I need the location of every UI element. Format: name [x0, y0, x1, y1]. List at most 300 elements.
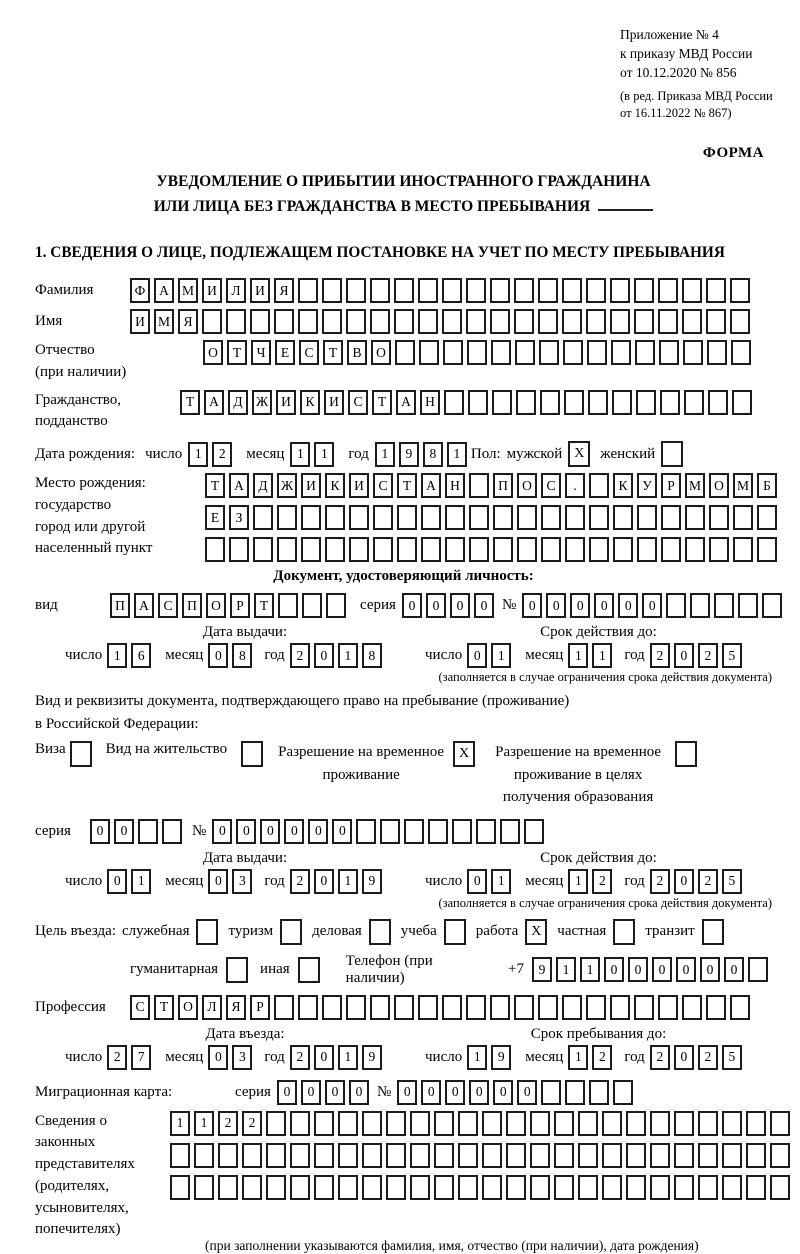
char-cell[interactable]: 0	[349, 1080, 369, 1105]
char-cell[interactable]: М	[733, 473, 753, 498]
char-cell[interactable]	[722, 1175, 742, 1200]
char-cell[interactable]	[394, 995, 414, 1020]
char-cell[interactable]: Я	[226, 995, 246, 1020]
char-cell[interactable]: 0	[628, 957, 648, 982]
purpose-other-checkbox[interactable]	[298, 957, 320, 983]
char-cell[interactable]	[707, 340, 727, 365]
char-cell[interactable]	[516, 390, 536, 415]
char-cell[interactable]: 1	[447, 442, 467, 467]
char-cell[interactable]	[722, 1111, 742, 1136]
char-cell[interactable]: 1	[338, 1045, 358, 1070]
char-cell[interactable]	[626, 1175, 646, 1200]
char-cell[interactable]	[442, 278, 462, 303]
gender-female-checkbox[interactable]	[661, 441, 683, 467]
char-cell[interactable]	[490, 995, 510, 1020]
char-cell[interactable]: Д	[253, 473, 273, 498]
char-cell[interactable]	[562, 995, 582, 1020]
char-cell[interactable]: 1	[491, 869, 511, 894]
purpose-official-checkbox[interactable]	[196, 919, 218, 945]
char-cell[interactable]	[637, 505, 657, 530]
char-cell[interactable]	[658, 278, 678, 303]
char-cell[interactable]	[658, 309, 678, 334]
char-cell[interactable]: 2	[290, 869, 310, 894]
char-cell[interactable]	[554, 1143, 574, 1168]
char-cell[interactable]: 0	[517, 1080, 537, 1105]
char-cell[interactable]: 3	[232, 869, 252, 894]
char-cell[interactable]	[506, 1175, 526, 1200]
char-cell[interactable]: 0	[332, 819, 352, 844]
char-cell[interactable]	[709, 537, 729, 562]
char-cell[interactable]	[242, 1175, 262, 1200]
char-cell[interactable]	[586, 309, 606, 334]
char-cell[interactable]: 9	[491, 1045, 511, 1070]
char-cell[interactable]: 2	[650, 1045, 670, 1070]
char-cell[interactable]	[469, 505, 489, 530]
char-cell[interactable]	[338, 1175, 358, 1200]
char-cell[interactable]: 0	[421, 1080, 441, 1105]
char-cell[interactable]: О	[206, 593, 226, 618]
char-cell[interactable]: 7	[131, 1045, 151, 1070]
char-cell[interactable]: Б	[757, 473, 777, 498]
purpose-business-checkbox[interactable]	[369, 919, 391, 945]
char-cell[interactable]	[578, 1175, 598, 1200]
char-cell[interactable]: П	[182, 593, 202, 618]
char-cell[interactable]	[434, 1175, 454, 1200]
char-cell[interactable]	[410, 1143, 430, 1168]
char-cell[interactable]	[370, 995, 390, 1020]
char-cell[interactable]	[466, 278, 486, 303]
char-cell[interactable]: 2	[650, 869, 670, 894]
char-cell[interactable]	[325, 537, 345, 562]
char-cell[interactable]	[562, 309, 582, 334]
char-cell[interactable]	[370, 278, 390, 303]
char-cell[interactable]: 0	[301, 1080, 321, 1105]
char-cell[interactable]: Т	[254, 593, 274, 618]
char-cell[interactable]	[659, 340, 679, 365]
char-cell[interactable]: Ф	[130, 278, 150, 303]
gender-male-checkbox[interactable]: X	[568, 441, 590, 467]
char-cell[interactable]	[314, 1175, 334, 1200]
char-cell[interactable]	[506, 1143, 526, 1168]
char-cell[interactable]: И	[250, 278, 270, 303]
char-cell[interactable]	[565, 537, 585, 562]
char-cell[interactable]	[634, 309, 654, 334]
char-cell[interactable]	[467, 340, 487, 365]
char-cell[interactable]	[322, 278, 342, 303]
char-cell[interactable]	[650, 1143, 670, 1168]
char-cell[interactable]	[637, 537, 657, 562]
char-cell[interactable]	[730, 995, 750, 1020]
char-cell[interactable]	[685, 537, 705, 562]
char-cell[interactable]	[635, 340, 655, 365]
char-cell[interactable]: М	[154, 309, 174, 334]
char-cell[interactable]: 0	[674, 1045, 694, 1070]
char-cell[interactable]	[690, 593, 710, 618]
char-cell[interactable]	[277, 537, 297, 562]
char-cell[interactable]	[290, 1175, 310, 1200]
char-cell[interactable]: 1	[290, 442, 310, 467]
char-cell[interactable]: 0	[314, 869, 334, 894]
char-cell[interactable]	[482, 1143, 502, 1168]
char-cell[interactable]: 1	[107, 643, 127, 668]
char-cell[interactable]: 0	[114, 819, 134, 844]
char-cell[interactable]	[610, 309, 630, 334]
char-cell[interactable]	[674, 1175, 694, 1200]
char-cell[interactable]	[589, 473, 609, 498]
char-cell[interactable]	[170, 1143, 190, 1168]
char-cell[interactable]: 1	[491, 643, 511, 668]
char-cell[interactable]	[530, 1175, 550, 1200]
char-cell[interactable]: 0	[676, 957, 696, 982]
char-cell[interactable]	[730, 278, 750, 303]
temp-residence-education-checkbox[interactable]	[675, 741, 697, 767]
char-cell[interactable]	[541, 1080, 561, 1105]
char-cell[interactable]: 1	[338, 643, 358, 668]
char-cell[interactable]	[346, 278, 366, 303]
char-cell[interactable]	[373, 505, 393, 530]
char-cell[interactable]	[554, 1111, 574, 1136]
char-cell[interactable]: 1	[568, 643, 588, 668]
char-cell[interactable]	[732, 390, 752, 415]
char-cell[interactable]	[226, 309, 246, 334]
char-cell[interactable]	[589, 1080, 609, 1105]
char-cell[interactable]: Т	[180, 390, 200, 415]
char-cell[interactable]: 0	[570, 593, 590, 618]
char-cell[interactable]	[404, 819, 424, 844]
char-cell[interactable]: 2	[218, 1111, 238, 1136]
char-cell[interactable]	[661, 505, 681, 530]
char-cell[interactable]	[602, 1111, 622, 1136]
char-cell[interactable]	[277, 505, 297, 530]
char-cell[interactable]	[733, 505, 753, 530]
char-cell[interactable]: 0	[469, 1080, 489, 1105]
char-cell[interactable]	[338, 1111, 358, 1136]
char-cell[interactable]	[302, 593, 322, 618]
char-cell[interactable]	[565, 1080, 585, 1105]
char-cell[interactable]	[298, 278, 318, 303]
char-cell[interactable]	[493, 537, 513, 562]
char-cell[interactable]: 0	[522, 593, 542, 618]
char-cell[interactable]	[466, 309, 486, 334]
char-cell[interactable]: 2	[592, 869, 612, 894]
char-cell[interactable]: Н	[420, 390, 440, 415]
char-cell[interactable]	[541, 537, 561, 562]
char-cell[interactable]	[482, 1175, 502, 1200]
char-cell[interactable]: И	[301, 473, 321, 498]
char-cell[interactable]	[731, 340, 751, 365]
char-cell[interactable]	[491, 340, 511, 365]
char-cell[interactable]	[564, 390, 584, 415]
char-cell[interactable]	[762, 593, 782, 618]
char-cell[interactable]: 0	[212, 819, 232, 844]
char-cell[interactable]: Е	[205, 505, 225, 530]
purpose-humanitarian-checkbox[interactable]	[226, 957, 248, 983]
char-cell[interactable]: Т	[154, 995, 174, 1020]
char-cell[interactable]	[466, 995, 486, 1020]
char-cell[interactable]	[684, 390, 704, 415]
char-cell[interactable]	[278, 593, 298, 618]
char-cell[interactable]: Т	[227, 340, 247, 365]
char-cell[interactable]: 0	[397, 1080, 417, 1105]
char-cell[interactable]: А	[421, 473, 441, 498]
char-cell[interactable]: Д	[228, 390, 248, 415]
char-cell[interactable]	[301, 505, 321, 530]
char-cell[interactable]: 0	[284, 819, 304, 844]
char-cell[interactable]	[746, 1143, 766, 1168]
char-cell[interactable]: И	[276, 390, 296, 415]
char-cell[interactable]: С	[541, 473, 561, 498]
char-cell[interactable]: 0	[674, 643, 694, 668]
char-cell[interactable]: 0	[467, 869, 487, 894]
char-cell[interactable]: 1	[131, 869, 151, 894]
char-cell[interactable]	[458, 1175, 478, 1200]
char-cell[interactable]	[730, 309, 750, 334]
char-cell[interactable]: 0	[314, 1045, 334, 1070]
char-cell[interactable]: 2	[698, 869, 718, 894]
char-cell[interactable]	[421, 505, 441, 530]
char-cell[interactable]	[362, 1143, 382, 1168]
char-cell[interactable]	[444, 390, 464, 415]
char-cell[interactable]: Я	[178, 309, 198, 334]
char-cell[interactable]: С	[299, 340, 319, 365]
char-cell[interactable]: 2	[650, 643, 670, 668]
char-cell[interactable]: И	[130, 309, 150, 334]
char-cell[interactable]	[587, 340, 607, 365]
char-cell[interactable]	[394, 309, 414, 334]
char-cell[interactable]	[428, 819, 448, 844]
char-cell[interactable]	[373, 537, 393, 562]
char-cell[interactable]: 0	[314, 643, 334, 668]
char-cell[interactable]: 0	[260, 819, 280, 844]
char-cell[interactable]: Я	[274, 278, 294, 303]
char-cell[interactable]: 0	[700, 957, 720, 982]
char-cell[interactable]: О	[517, 473, 537, 498]
char-cell[interactable]	[386, 1143, 406, 1168]
char-cell[interactable]: 0	[236, 819, 256, 844]
char-cell[interactable]: А	[396, 390, 416, 415]
char-cell[interactable]: 0	[208, 643, 228, 668]
char-cell[interactable]: 0	[90, 819, 110, 844]
char-cell[interactable]: 2	[698, 643, 718, 668]
char-cell[interactable]	[685, 505, 705, 530]
char-cell[interactable]: Л	[202, 995, 222, 1020]
char-cell[interactable]	[658, 995, 678, 1020]
char-cell[interactable]	[613, 1080, 633, 1105]
char-cell[interactable]: О	[371, 340, 391, 365]
char-cell[interactable]: 1	[338, 869, 358, 894]
char-cell[interactable]	[530, 1111, 550, 1136]
char-cell[interactable]	[626, 1143, 646, 1168]
char-cell[interactable]: 1	[556, 957, 576, 982]
residence-permit-checkbox[interactable]	[241, 741, 263, 767]
char-cell[interactable]	[442, 995, 462, 1020]
char-cell[interactable]	[194, 1143, 214, 1168]
char-cell[interactable]	[514, 995, 534, 1020]
char-cell[interactable]: 0	[107, 869, 127, 894]
char-cell[interactable]	[418, 309, 438, 334]
char-cell[interactable]	[218, 1143, 238, 1168]
char-cell[interactable]	[242, 1143, 262, 1168]
char-cell[interactable]	[290, 1111, 310, 1136]
char-cell[interactable]	[362, 1111, 382, 1136]
char-cell[interactable]	[298, 995, 318, 1020]
char-cell[interactable]	[346, 309, 366, 334]
char-cell[interactable]	[274, 995, 294, 1020]
char-cell[interactable]: 0	[325, 1080, 345, 1105]
char-cell[interactable]: 2	[290, 1045, 310, 1070]
char-cell[interactable]	[588, 390, 608, 415]
char-cell[interactable]: 8	[362, 643, 382, 668]
char-cell[interactable]: 0	[618, 593, 638, 618]
char-cell[interactable]: А	[229, 473, 249, 498]
char-cell[interactable]	[634, 278, 654, 303]
char-cell[interactable]: Р	[661, 473, 681, 498]
char-cell[interactable]: О	[203, 340, 223, 365]
char-cell[interactable]	[468, 390, 488, 415]
char-cell[interactable]	[397, 537, 417, 562]
char-cell[interactable]	[626, 1111, 646, 1136]
char-cell[interactable]	[586, 278, 606, 303]
char-cell[interactable]	[650, 1111, 670, 1136]
char-cell[interactable]	[636, 390, 656, 415]
char-cell[interactable]	[650, 1175, 670, 1200]
char-cell[interactable]: 8	[423, 442, 443, 467]
char-cell[interactable]	[610, 995, 630, 1020]
char-cell[interactable]: 1	[467, 1045, 487, 1070]
char-cell[interactable]	[538, 309, 558, 334]
char-cell[interactable]	[170, 1175, 190, 1200]
char-cell[interactable]	[770, 1111, 790, 1136]
char-cell[interactable]	[458, 1143, 478, 1168]
char-cell[interactable]: .	[565, 473, 585, 498]
char-cell[interactable]	[490, 278, 510, 303]
char-cell[interactable]	[748, 957, 768, 982]
char-cell[interactable]	[442, 309, 462, 334]
char-cell[interactable]	[421, 537, 441, 562]
char-cell[interactable]	[682, 995, 702, 1020]
char-cell[interactable]: 5	[722, 643, 742, 668]
char-cell[interactable]	[682, 309, 702, 334]
char-cell[interactable]	[250, 309, 270, 334]
char-cell[interactable]	[757, 505, 777, 530]
char-cell[interactable]	[634, 995, 654, 1020]
char-cell[interactable]	[419, 340, 439, 365]
char-cell[interactable]	[434, 1111, 454, 1136]
char-cell[interactable]	[314, 1143, 334, 1168]
char-cell[interactable]	[538, 995, 558, 1020]
char-cell[interactable]: А	[204, 390, 224, 415]
char-cell[interactable]: У	[637, 473, 657, 498]
char-cell[interactable]	[757, 537, 777, 562]
char-cell[interactable]	[380, 819, 400, 844]
char-cell[interactable]: Ч	[251, 340, 271, 365]
char-cell[interactable]	[194, 1175, 214, 1200]
char-cell[interactable]	[370, 309, 390, 334]
char-cell[interactable]	[458, 1111, 478, 1136]
char-cell[interactable]: Т	[205, 473, 225, 498]
char-cell[interactable]: 2	[698, 1045, 718, 1070]
char-cell[interactable]	[517, 537, 537, 562]
char-cell[interactable]: 0	[724, 957, 744, 982]
char-cell[interactable]: И	[202, 278, 222, 303]
char-cell[interactable]	[418, 278, 438, 303]
char-cell[interactable]	[515, 340, 535, 365]
char-cell[interactable]	[602, 1143, 622, 1168]
char-cell[interactable]	[469, 537, 489, 562]
char-cell[interactable]	[338, 1143, 358, 1168]
char-cell[interactable]	[298, 309, 318, 334]
char-cell[interactable]: 0	[674, 869, 694, 894]
char-cell[interactable]	[610, 278, 630, 303]
char-cell[interactable]	[698, 1111, 718, 1136]
char-cell[interactable]: 9	[362, 869, 382, 894]
char-cell[interactable]: 0	[208, 1045, 228, 1070]
char-cell[interactable]: 0	[652, 957, 672, 982]
char-cell[interactable]: 0	[445, 1080, 465, 1105]
char-cell[interactable]	[469, 473, 489, 498]
char-cell[interactable]	[138, 819, 158, 844]
char-cell[interactable]: 1	[194, 1111, 214, 1136]
char-cell[interactable]	[709, 505, 729, 530]
temp-residence-checkbox[interactable]: X	[453, 741, 475, 767]
char-cell[interactable]	[274, 309, 294, 334]
char-cell[interactable]	[746, 1175, 766, 1200]
char-cell[interactable]: Ж	[277, 473, 297, 498]
purpose-tourism-checkbox[interactable]	[280, 919, 302, 945]
char-cell[interactable]	[266, 1175, 286, 1200]
char-cell[interactable]	[660, 390, 680, 415]
char-cell[interactable]	[326, 593, 346, 618]
char-cell[interactable]	[476, 819, 496, 844]
char-cell[interactable]	[253, 505, 273, 530]
char-cell[interactable]: 0	[402, 593, 422, 618]
char-cell[interactable]: 0	[474, 593, 494, 618]
char-cell[interactable]: С	[130, 995, 150, 1020]
char-cell[interactable]	[613, 537, 633, 562]
char-cell[interactable]	[562, 278, 582, 303]
char-cell[interactable]	[563, 340, 583, 365]
char-cell[interactable]	[301, 537, 321, 562]
char-cell[interactable]: 1	[568, 1045, 588, 1070]
char-cell[interactable]	[514, 278, 534, 303]
char-cell[interactable]	[482, 1111, 502, 1136]
char-cell[interactable]: 1	[580, 957, 600, 982]
char-cell[interactable]	[266, 1143, 286, 1168]
char-cell[interactable]: А	[134, 593, 154, 618]
char-cell[interactable]: 2	[107, 1045, 127, 1070]
char-cell[interactable]	[539, 340, 559, 365]
char-cell[interactable]: Е	[275, 340, 295, 365]
char-cell[interactable]	[666, 593, 686, 618]
char-cell[interactable]: Т	[397, 473, 417, 498]
char-cell[interactable]: С	[373, 473, 393, 498]
char-cell[interactable]: 0	[308, 819, 328, 844]
char-cell[interactable]	[524, 819, 544, 844]
char-cell[interactable]	[506, 1111, 526, 1136]
char-cell[interactable]: Н	[445, 473, 465, 498]
char-cell[interactable]	[490, 309, 510, 334]
char-cell[interactable]	[500, 819, 520, 844]
char-cell[interactable]: 9	[399, 442, 419, 467]
char-cell[interactable]: 1	[170, 1111, 190, 1136]
char-cell[interactable]	[443, 340, 463, 365]
char-cell[interactable]	[538, 278, 558, 303]
char-cell[interactable]	[682, 278, 702, 303]
char-cell[interactable]	[586, 995, 606, 1020]
char-cell[interactable]	[386, 1175, 406, 1200]
char-cell[interactable]: В	[347, 340, 367, 365]
char-cell[interactable]	[452, 819, 472, 844]
